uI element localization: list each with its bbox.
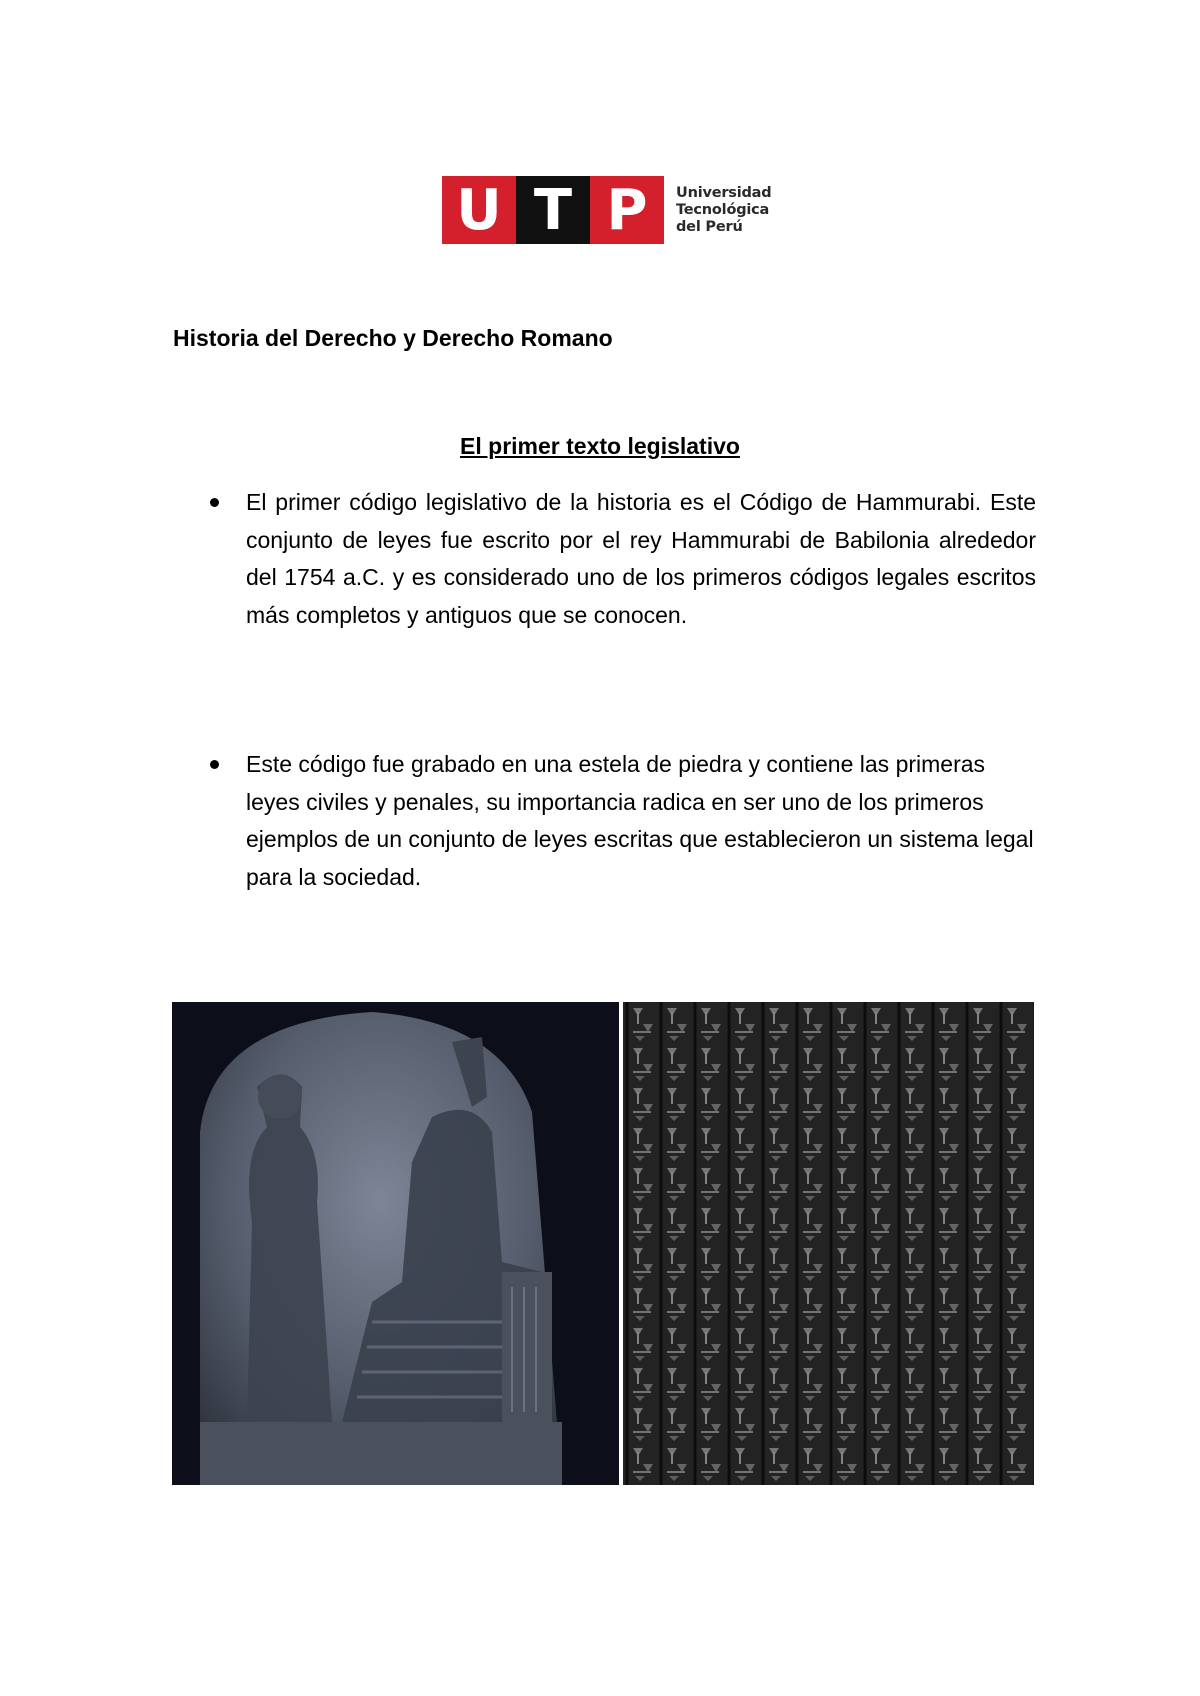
section-title: El primer texto legislativo	[460, 433, 740, 459]
logo-line-1: Universidad	[676, 184, 772, 201]
bullet-list-2	[200, 746, 1036, 896]
logo-letter-u: U	[442, 176, 516, 244]
logo-letter-t: T	[516, 176, 590, 244]
bullet-list-1	[200, 484, 1036, 634]
logo-wordmark	[676, 185, 771, 236]
list-item	[200, 746, 1036, 896]
logo-line-2: Tecnológica	[676, 201, 770, 218]
bullet-text: Este código fue grabado en una estela de piedra y contiene las primeras leyes civiles y penales, su importancia radica en ser uno de los primeros ejemplos de un conjunto de leyes escritas que establecieron un sistema legal para la sociedad.	[246, 751, 1034, 890]
list-item	[200, 484, 1036, 634]
course-title: Historia del Derecho y Derecho Romano	[173, 325, 613, 351]
bullet-dot-icon	[210, 760, 219, 769]
logo-line-3: del Perú	[676, 218, 743, 235]
bullet-text: El primer código legislativo de la historia es el Código de Hammurabi. Este conjunto de leyes fue escrito por el rey Hammurabi de Babilonia alrededor del 1754 a.C. y es considerado uno de los primeros códigos legales escritos más completos y antiguos que se conocen.	[246, 489, 1036, 628]
cuneiform-inscription-image	[623, 1002, 1034, 1485]
logo-letter-p: P	[590, 176, 664, 244]
bullet-dot-icon	[210, 498, 219, 507]
hammurabi-stele-image	[172, 1002, 619, 1485]
utp-logo	[442, 176, 771, 244]
